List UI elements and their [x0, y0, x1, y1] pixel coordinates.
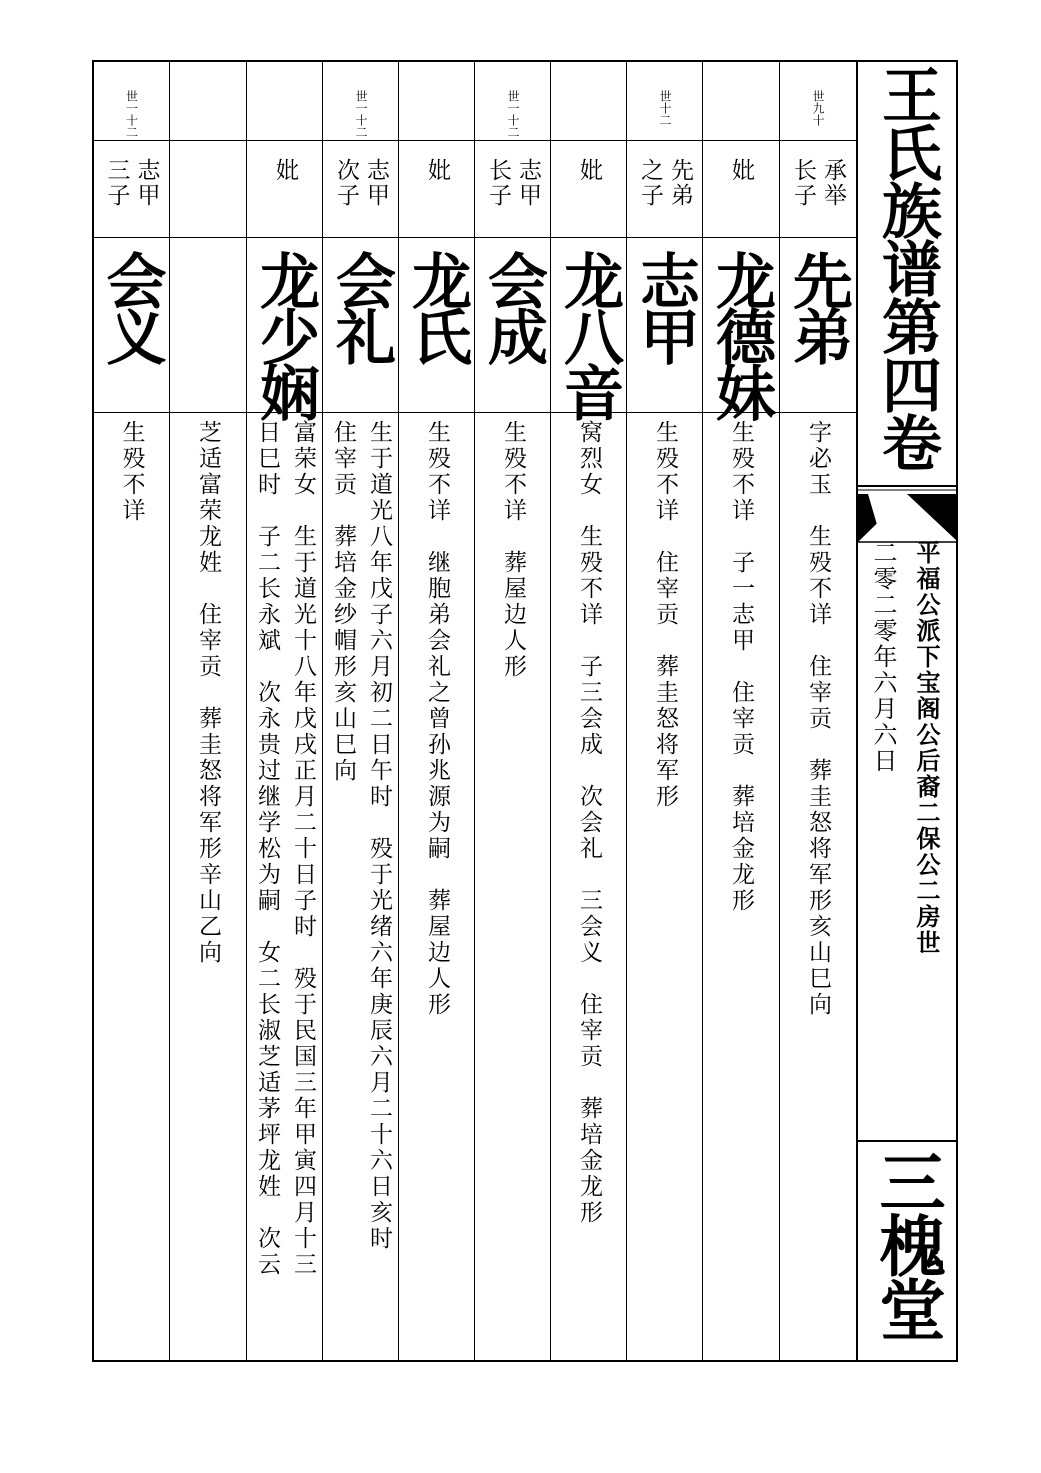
- person-details: 生殁不详: [118, 420, 145, 524]
- person-details: 生殁不详 子一志甲 住宰贡 葬培金龙形: [728, 420, 754, 914]
- generation-label: 世一十二: [124, 90, 139, 138]
- person-name: 先弟: [783, 250, 853, 362]
- person-details: 窝烈女 生殁不详 子三会成 次会礼 三会义 住宰贡 葬培金龙形: [576, 420, 602, 1226]
- book-title: 王氏族谱第四卷: [872, 64, 942, 470]
- hall-divider: [858, 1140, 956, 1142]
- relation-label: 妣: [576, 158, 602, 183]
- genealogy-page: [92, 60, 958, 1362]
- relation-label: 先弟 之子: [637, 158, 693, 208]
- relation-label: 志甲 长子: [485, 158, 541, 208]
- title-divider-ornament: [858, 484, 956, 544]
- person-name: 龙少娴: [250, 250, 320, 418]
- person-name: 会礼: [326, 250, 396, 362]
- relation-label: 承举 长子: [790, 158, 846, 208]
- person-name: 龙德妹: [706, 250, 776, 418]
- person-details: 生殁不详 住宰贡 葬圭怒将军形: [652, 420, 678, 810]
- person-details-continued: 芝适富荣龙姓 住宰贡 葬圭怒将军形辛山乙向: [195, 420, 221, 966]
- row-divider: [94, 140, 856, 141]
- person-details: 字必玉 生殁不详 住宰贡 葬圭怒将军形亥山巳向: [805, 420, 831, 1018]
- hall-name: 三槐堂: [868, 1148, 946, 1340]
- relation-label: 志甲 三子: [103, 158, 160, 208]
- relation-label: 妣: [424, 158, 450, 183]
- person-details: 生于道光八年戊子六月初二日午时 殁于光绪六年庚辰六月二十六日亥时 住宰贡 葬培金纱帽形亥山巳向: [330, 420, 392, 1252]
- relation-label: 妣: [728, 158, 754, 183]
- relation-label: 志甲 次子: [333, 158, 389, 208]
- person-details: 富荣女 生于道光十八年戊戌正月二十日子时 殁于民国三年甲寅四月十三 日巳时 子二长永斌 次永贵过继学松为嗣 女二长淑芝适茅坪龙姓 次云: [254, 420, 316, 1278]
- row-divider: [94, 237, 856, 238]
- person-name: 志甲: [630, 250, 700, 362]
- person-name: 龙氏: [402, 250, 472, 362]
- person-details: 生殁不详 葬屋边人形: [500, 420, 526, 680]
- person-name: 会义: [96, 250, 167, 362]
- generation-label: 世十二: [658, 90, 672, 126]
- book-date: 二零二零年六月六日: [869, 540, 897, 774]
- book-subtitle: 平福公派下宝阁公后裔二保公二房世: [912, 540, 941, 956]
- generation-label: 世一十二: [506, 90, 520, 138]
- relation-label: 妣: [272, 158, 298, 183]
- person-name: 会成: [478, 250, 548, 362]
- person-details: 生殁不详 继胞弟会礼之曾孙兆源为嗣 葬屋边人形: [424, 420, 450, 1018]
- person-name: 龙八音: [554, 250, 624, 418]
- generation-label: 世九十: [811, 90, 825, 126]
- generation-label: 世一十二: [354, 90, 368, 138]
